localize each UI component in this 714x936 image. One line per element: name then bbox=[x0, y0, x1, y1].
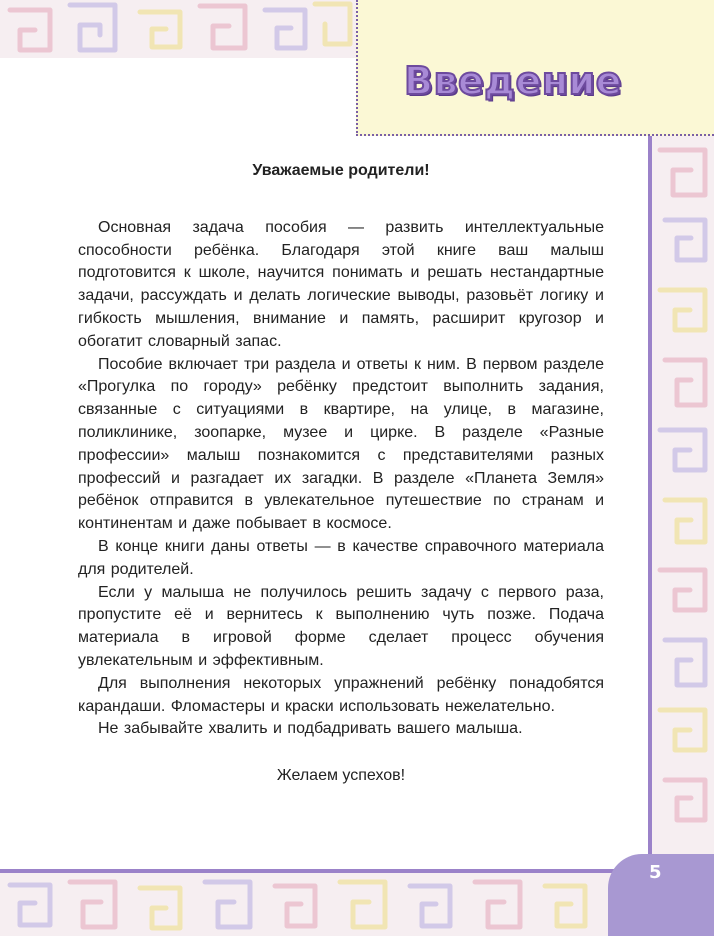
introduction-text bbox=[78, 160, 604, 804]
paragraph-2: Пособие включает три раздела и ответы к ним. В первом разделе «Прогулка по городу» ребёнку предстоит выполнить задания, связанные с ситуациями в квартире, на улице, в магазине, поликлинике, зоопарке, музее и цирке. В разделе «Разные профессии» малыш познакомится с представителями разных профессий и разгадает их загадки. В разделе «Планета Земля» ребёнок отправится в увлекательное путешествие по странам и континентам и даже побывает в космосе. bbox=[78, 355, 604, 533]
paragraph-1: Основная задача пособия — развить интеллектуальные способности ребёнка. Благодаря этой книге ваш малыш подготовится к школе, научится понимать и решать нестандартные задачи, рассуждать и делать логические выводы, разовьёт логику и гибкость мышления, внимание и память, расширит кругозор и обогатит словарный запас. bbox=[78, 218, 604, 350]
paragraph-6: Не забывайте хвалить и подбадривать вашего малыша. bbox=[98, 720, 523, 738]
paragraph-3: В конце книги даны ответы — в качестве справочного материала для родителей. bbox=[78, 537, 604, 578]
title-banner bbox=[356, 0, 714, 136]
page-number: 5 bbox=[649, 862, 662, 883]
closing-line: Желаем успехов! bbox=[276, 767, 406, 785]
paragraph-5: Для выполнения некоторых упражнений ребёнку понадобятся карандаши. Фломастеры и краски использовать нежелательно. bbox=[78, 674, 604, 715]
greeting-heading: Уважаемые родители! bbox=[252, 162, 430, 179]
paragraph-4: Если у малыша не получилось решить задачу с первого раза, пропустите её и вернитесь к выполнению чуть позже. Подача материала в игровой форме сделает процесс обучения увлекательным и эффективным. bbox=[78, 583, 604, 669]
page-title: Введение bbox=[404, 59, 622, 103]
page-number-tab bbox=[608, 854, 714, 936]
